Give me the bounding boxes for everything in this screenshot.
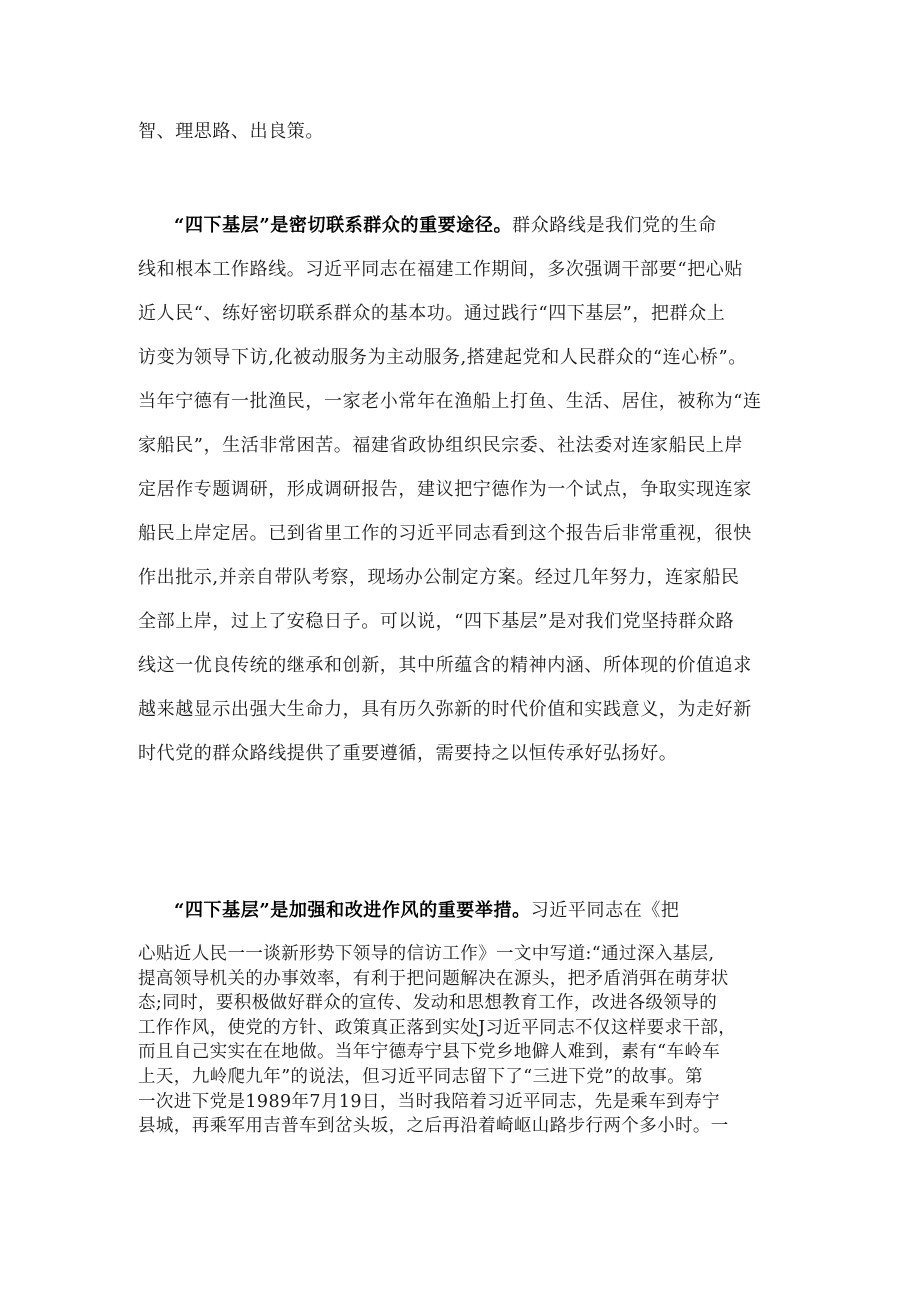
text-line: 时代党的群众路线提供了重要遵循，需要持之以恒传承好弘扬好。: [138, 743, 678, 764]
paragraph-1-heading: “四下基层”是密切联系群众的重要途径。: [174, 215, 513, 236]
text-line: 全部上岸，过上了安稳日子。可以说，“四下基层”是对我们党坚持群众路: [138, 611, 735, 632]
text-line: 上天，九岭爬九年”的说法，但习近平同志留下了“三进下党”的故事。第: [138, 1066, 704, 1087]
text-line: 近人民“、练好密切联系群众的基本功。通过践行“四下基层”，把群众上: [138, 303, 726, 324]
paragraph-2-first-line: [174, 899, 798, 923]
text-line: 访变为领导下访,化被动服务为主动服务,搭建起党和人民群众的“连心桥”。: [138, 347, 747, 368]
text-line: 定居作专题调研，形成调研报告，建议把宁德作为一个试点，争取实现连家: [138, 479, 752, 500]
paragraph-2-body: [138, 942, 800, 1139]
text-line: 县城，再乘军用吉普车到岔头坂，之后再沿着崎岖山路步行两个多小时。一: [138, 1116, 729, 1137]
text-line: 提高领导机关的办事效率，有利于把问题解决在源头，把矛盾消弭在萌芽状: [138, 968, 729, 989]
paragraph-2-heading: “四下基层”是加强和改进作风的重要举措。: [174, 900, 531, 921]
text-line: 态;同时，要积极做好群众的宣传、发动和思想教育工作，改进各级领导的: [138, 993, 718, 1014]
paragraph-1-first-line: [174, 214, 798, 238]
text-span: 习近平同志在《把: [530, 900, 680, 921]
text-line: 作出批示,并亲自带队考察，现场办公制定方案。经过几年努力，连家船民: [138, 567, 740, 588]
text-span: 群众路线是我们党的生命: [512, 215, 717, 236]
text-line: 心贴近人民一一谈新形势下领导的信访工作》一文中写道:“通过深入基层,: [138, 944, 715, 964]
text-line: 而且自己实实在在地做。当年宁德寿宁县下党乡地僻人难到，素有“车岭车: [138, 1042, 721, 1063]
text-line: 线这一优良传统的继承和创新，其中所蕴含的精神内涵、所体现的价值追求: [138, 655, 752, 676]
text-line: 当年宁德有一批渔民，一家老小常年在渔船上打鱼、生活、居住，被称为“连: [138, 391, 762, 412]
text-line: 线和根本工作路线。习近平同志在福建工作期间，多次强调干部要“把心贴: [138, 259, 743, 280]
text-line: 工作作风，使党的方针、政策真正落到实处J习近平同志不仅这样要求干部，: [138, 1017, 737, 1038]
text-line: 家船民”，生活非常困苦。福建省政协组织民宗委、社法委对连家船民上岸: [138, 435, 743, 456]
text-line: 越来越显示出强大生命力，具有历久弥新的时代价值和实践意义，为走好新: [138, 699, 752, 720]
text-line: 一次进下党是1989年7月19日，当时我陪着习近平同志，先是乘车到寿宁: [138, 1091, 720, 1112]
text-line: 船民上岸定居。已到省里工作的习近平同志看到这个报告后非常重视，很快: [138, 523, 752, 544]
text-line: 智、理思路、出良策。: [138, 121, 324, 142]
